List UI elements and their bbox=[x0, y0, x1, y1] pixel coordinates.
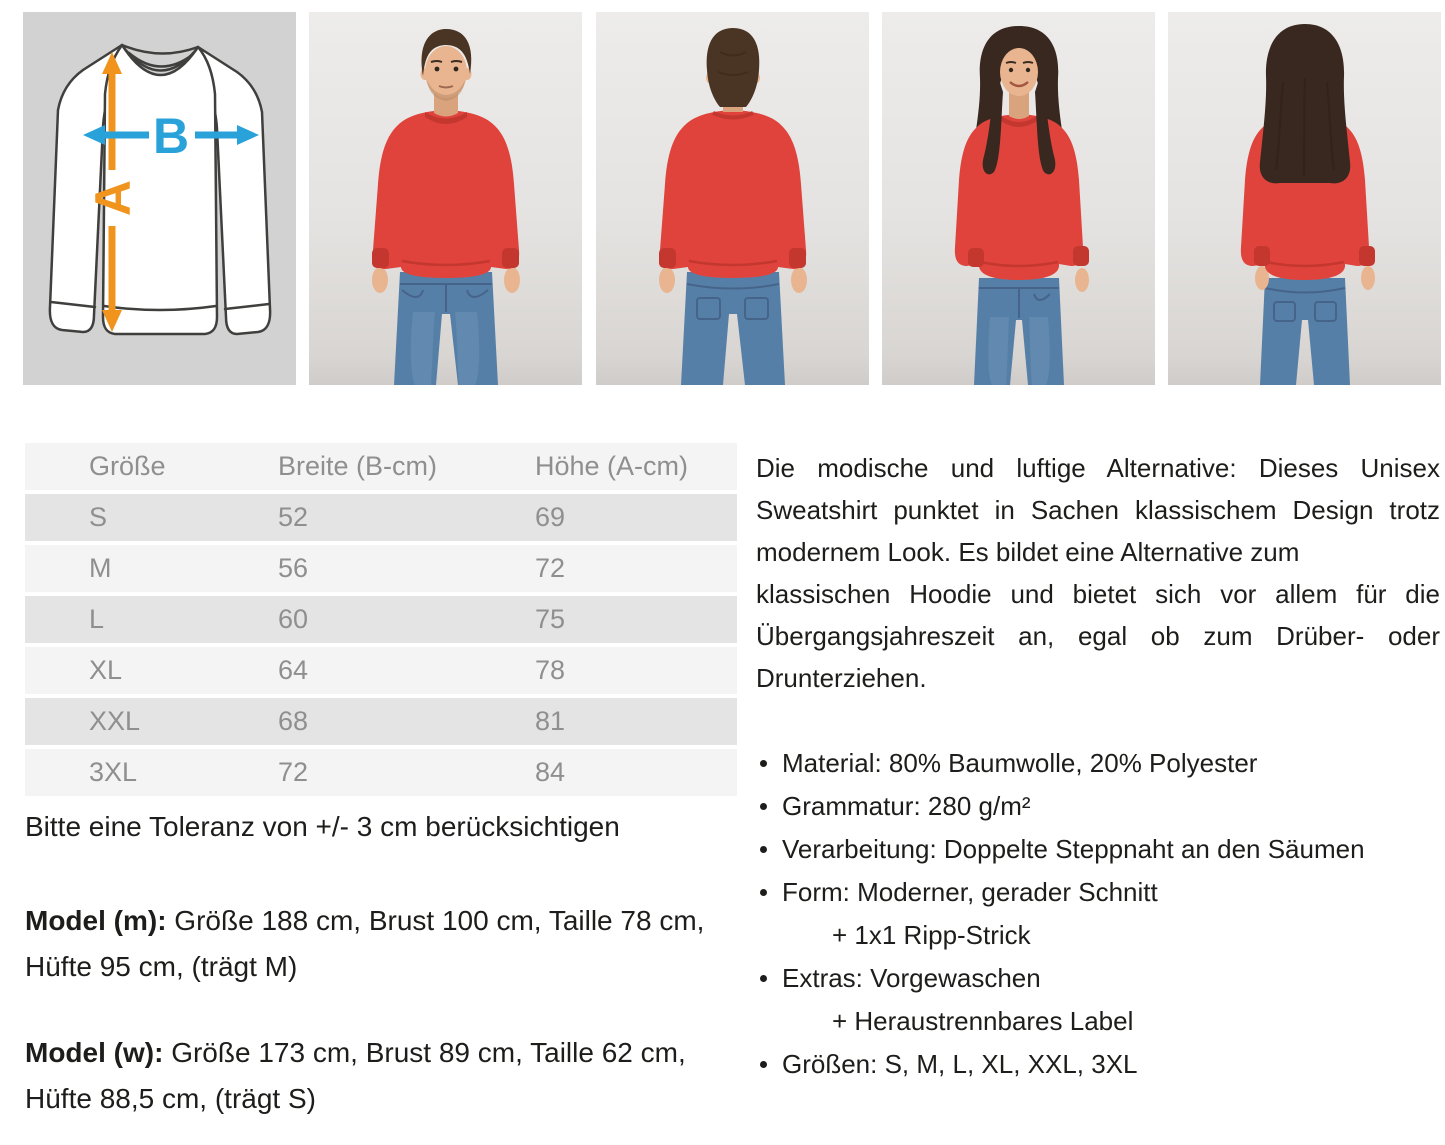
col-header-height: Höhe (A-cm) bbox=[535, 451, 689, 481]
woman-back-illustration bbox=[1168, 12, 1441, 385]
bullet-icon bbox=[760, 846, 767, 853]
feature-list bbox=[756, 742, 1440, 1086]
photo-man-front-tile bbox=[309, 12, 582, 385]
col-header-width: Breite (B-cm) bbox=[278, 451, 438, 481]
product-image-gallery bbox=[23, 12, 1441, 385]
bullet-icon bbox=[760, 760, 767, 767]
feature-item-label: + Heraustrennbares Label bbox=[832, 1006, 1134, 1036]
bullet-icon bbox=[760, 889, 767, 896]
photo-woman-front-tile bbox=[882, 12, 1155, 385]
man-back-illustration bbox=[596, 12, 869, 385]
table-row: M 56 72 bbox=[25, 545, 737, 592]
table-row: S 52 69 bbox=[25, 494, 737, 541]
sweatshirt-measure-diagram bbox=[23, 12, 296, 385]
model-w-measurements: Model (w): Größe 173 cm, Brust 89 cm, Taille 62 cm, Hüfte 88,5 cm, (trägt S) bbox=[25, 1037, 686, 1114]
table-row: L 60 75 bbox=[25, 596, 737, 643]
size-table-header-row bbox=[25, 443, 737, 490]
label-B: B bbox=[152, 108, 190, 164]
feature-item-groessen: Größen: S, M, L, XL, XXL, 3XL bbox=[756, 1043, 1440, 1086]
tolerance-note: Bitte eine Toleranz von +/- 3 cm berücksichtigen bbox=[25, 811, 620, 842]
feature-item-verarbeitung: Verarbeitung: Doppelte Steppnaht an den Säumen bbox=[756, 828, 1440, 871]
bullet-icon bbox=[760, 1061, 767, 1068]
model-m-label: Model (m): bbox=[25, 905, 167, 936]
man-front-illustration bbox=[309, 12, 582, 385]
table-row: XXL 68 81 bbox=[25, 698, 737, 745]
feature-item-form: Form: Moderner, gerader Schnitt bbox=[756, 871, 1440, 914]
photo-man-back-tile bbox=[596, 12, 869, 385]
collar-back-line bbox=[122, 45, 198, 54]
size-diagram-tile bbox=[23, 12, 296, 385]
feature-item-ripp-strick: + 1x1 Ripp-Strick bbox=[832, 920, 1031, 950]
table-row: XL 64 78 bbox=[25, 647, 737, 694]
model-m-measurements: Model (m): Größe 188 cm, Brust 100 cm, Taille 78 cm, Hüfte 95 cm, (trägt M) bbox=[25, 905, 705, 982]
bullet-icon bbox=[760, 803, 767, 810]
model-w-label: Model (w): bbox=[25, 1037, 164, 1068]
label-A: A bbox=[85, 179, 141, 217]
table-row: 3XL 72 84 bbox=[25, 749, 737, 796]
bullet-icon bbox=[760, 975, 767, 982]
photo-woman-back-tile bbox=[1168, 12, 1441, 385]
size-table bbox=[25, 443, 737, 800]
product-description: Die modische und luftige Alternative: Dieses Unisex Sweatshirt punktet in Sachen klassischem Design trotz modernem Look. Es bildet eine Alternative zum klassischen Hoodie und bietet sich vor allem für die Übergangsjahreszeit an, egal ob zum Drüber- oder Drunterziehen. bbox=[756, 453, 1440, 693]
feature-item-material: Material: 80% Baumwolle, 20% Polyester bbox=[756, 742, 1440, 785]
feature-item-extras: Extras: Vorgewaschen bbox=[756, 957, 1440, 1000]
feature-item-grammatur: Grammatur: 280 g/m² bbox=[756, 785, 1440, 828]
col-header-size: Größe bbox=[89, 451, 166, 481]
woman-front-illustration bbox=[882, 12, 1155, 385]
